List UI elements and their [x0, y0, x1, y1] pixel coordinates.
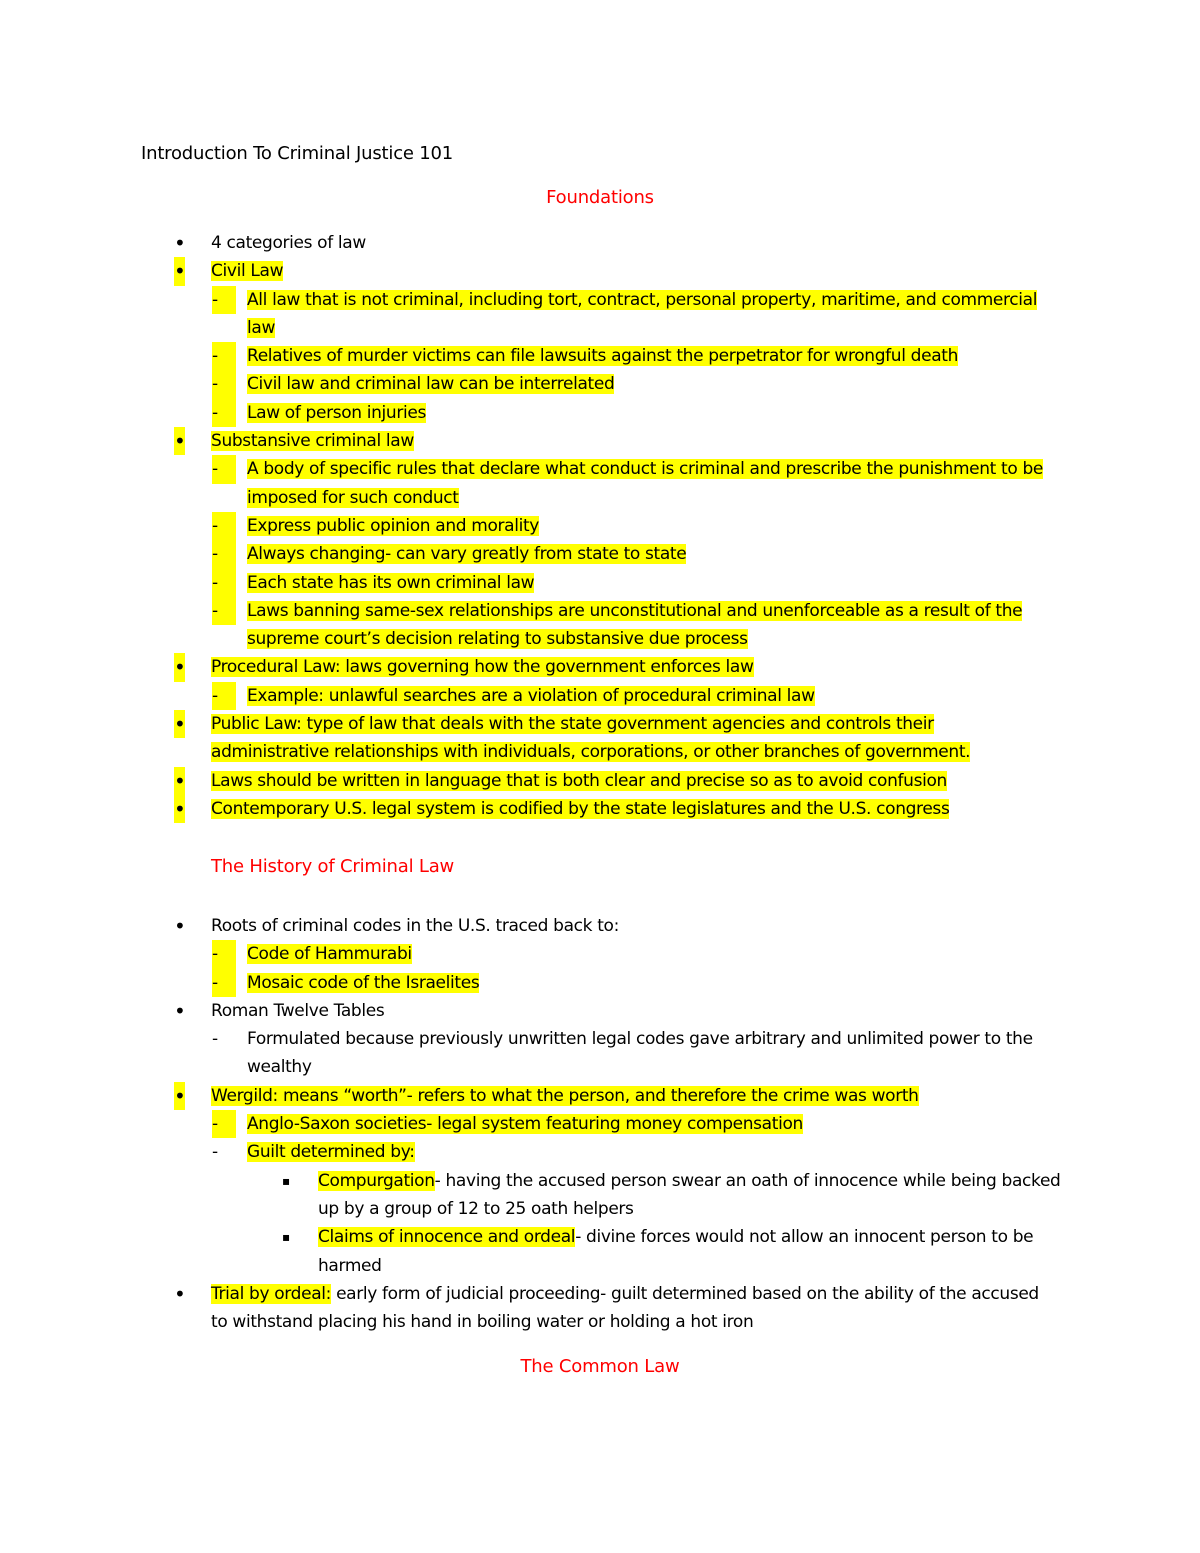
list-item — [0, 427, 1200, 455]
list-item-text: All law that is not criminal, including tort, contract, personal property, maritime, and commercial law — [247, 289, 1038, 338]
list-item-text: 4 categories of law — [211, 233, 366, 253]
bullet-icon: • — [174, 767, 185, 795]
bullet-icon: • — [174, 231, 186, 255]
list-item — [0, 710, 1200, 767]
dash-icon: - — [212, 399, 236, 427]
dash-icon: - — [212, 682, 236, 710]
list-item — [0, 682, 1200, 710]
list-item-text: Always changing- can vary greatly from state to state — [247, 544, 687, 565]
dash-icon: - — [212, 569, 236, 597]
list-item-text: Civil law and criminal law can be interrelated — [247, 374, 615, 395]
list-item — [0, 1110, 1200, 1138]
list-item — [0, 229, 1200, 257]
list-item — [0, 257, 1200, 285]
list-item-term: Claims of innocence and ordeal — [318, 1227, 576, 1248]
list-item-text: - having the accused person swear an oath of innocence while being backed up by a group of 12 to 25 oath helpers — [318, 1170, 1061, 1219]
list-item-text: A body of specific rules that declare what conduct is criminal and prescribe the punishment to be imposed for such conduct — [247, 459, 1044, 508]
list-item — [0, 512, 1200, 540]
bullet-icon: • — [174, 653, 185, 681]
list-item-text: Guilt determined by: — [247, 1142, 415, 1163]
dash-icon: - — [212, 1110, 236, 1138]
list-item-text: Roots of criminal codes in the U.S. traced back to: — [211, 916, 619, 936]
bullet-icon: • — [174, 1082, 185, 1110]
bullet-icon: • — [174, 710, 185, 738]
list-item — [0, 767, 1200, 795]
list-item — [0, 540, 1200, 568]
list-item — [0, 455, 1200, 512]
list-item-text: Each state has its own criminal law — [247, 572, 535, 593]
dash-icon: - — [212, 540, 236, 568]
list-item-text: Relatives of murder victims can file lawsuits against the perpetrator for wrongful death — [247, 346, 959, 367]
dash-icon: - — [212, 940, 236, 968]
list-item-text: Procedural Law: laws governing how the government enforces law — [211, 657, 754, 678]
list-item-text: early form of judicial proceeding- guilt determined based on the ability of the accused to withstand placing his hand in boiling water or holding a hot iron — [211, 1283, 1039, 1333]
list-item-text: Mosaic code of the Israelites — [247, 972, 480, 993]
square-bullet-icon: ▪ — [282, 1230, 290, 1245]
list-item — [0, 1223, 1200, 1280]
list-item-term: Trial by ordeal: — [211, 1283, 332, 1304]
bullet-icon: • — [174, 1281, 186, 1306]
dash-icon: - — [212, 370, 236, 398]
list-item-text: Civil Law — [211, 261, 284, 282]
section-heading-history: The History of Criminal Law — [211, 856, 455, 877]
list-item-text: Roman Twelve Tables — [211, 1000, 385, 1021]
list-item — [0, 370, 1200, 398]
list-item-text: Substansive criminal law — [211, 431, 414, 452]
section-heading-common-law: The Common Law — [520, 1356, 680, 1377]
list-item — [0, 342, 1200, 370]
list-item — [0, 1280, 1200, 1337]
bullet-icon: • — [174, 914, 186, 938]
dash-icon: - — [212, 1142, 218, 1163]
list-item-text: Express public opinion and morality — [247, 515, 540, 536]
bullet-icon: • — [174, 998, 186, 1023]
list-item — [0, 653, 1200, 681]
list-item-text: Code of Hammurabi — [247, 944, 412, 965]
list-item-text: Contemporary U.S. legal system is codified by the state legislatures and the U.S. congress — [211, 798, 950, 819]
list-item — [0, 997, 1200, 1025]
section-heading-foundations: Foundations — [546, 187, 654, 208]
list-item-text: Anglo-Saxon societies- legal system featuring money compensation — [247, 1114, 803, 1135]
dash-icon: - — [212, 455, 236, 483]
list-item — [0, 912, 1200, 940]
dash-icon: - — [212, 342, 236, 370]
list-item — [0, 969, 1200, 997]
list-item-text: Public Law: type of law that deals with the state government agencies and controls their administrative relationships with individuals, corporations, or other branches of government. — [211, 714, 971, 763]
list-item-text: Example: unlawful searches are a violation of procedural criminal law — [247, 685, 815, 706]
dash-icon: - — [212, 1029, 218, 1050]
list-item-text: Law of person injuries — [247, 402, 426, 423]
list-item — [0, 795, 1200, 823]
history-list — [0, 912, 1200, 1336]
list-item-text: Wergild: means “worth”- refers to what the person, and therefore the crime was worth — [211, 1085, 919, 1106]
document-title: Introduction To Criminal Justice 101 — [141, 143, 454, 164]
dash-icon: - — [212, 597, 236, 625]
bullet-icon: • — [174, 427, 185, 455]
list-item — [0, 1025, 1200, 1082]
list-item-term: Compurgation — [318, 1170, 435, 1191]
dash-icon: - — [212, 286, 236, 314]
list-item — [0, 399, 1200, 427]
list-item — [0, 940, 1200, 968]
dash-icon: - — [212, 512, 236, 540]
square-bullet-icon: ▪ — [282, 1173, 290, 1188]
list-item — [0, 1167, 1200, 1224]
list-item-text: Laws banning same-sex relationships are unconstitutional and unenforceable as a result of the supreme court’s decision relating to substansive due process — [247, 600, 1023, 650]
list-item-text: Laws should be written in language that is both clear and precise so as to avoid confusion — [211, 770, 947, 791]
list-item — [0, 286, 1200, 343]
list-item-text: Formulated because previously unwritten legal codes gave arbitrary and unlimited power to the wealthy — [247, 1029, 1033, 1078]
list-item — [0, 569, 1200, 597]
list-item — [0, 1138, 1200, 1166]
list-item — [0, 597, 1200, 654]
list-item-text: - divine forces would not allow an innocent person to be harmed — [318, 1227, 1034, 1276]
foundations-list — [0, 229, 1200, 823]
dash-icon: - — [212, 969, 236, 997]
list-item — [0, 1082, 1200, 1110]
bullet-icon: • — [174, 257, 185, 285]
bullet-icon: • — [174, 795, 185, 823]
